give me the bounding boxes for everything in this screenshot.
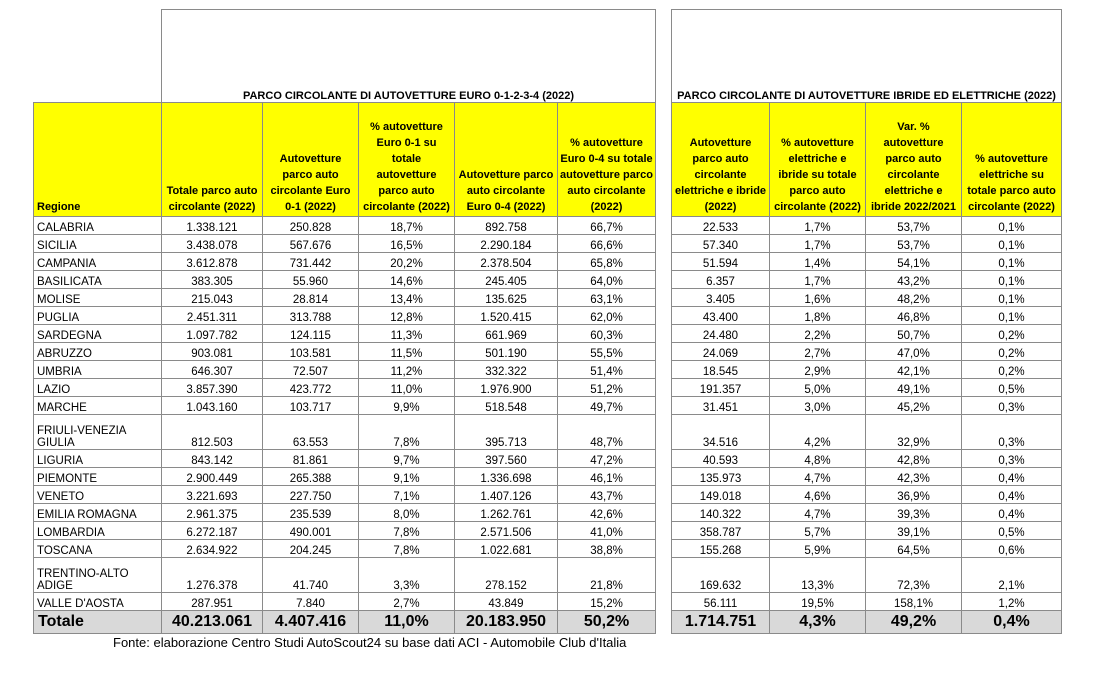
- table-cell: 19,5%: [770, 593, 866, 611]
- table-cell: 397.560: [455, 450, 558, 468]
- region-cell: MARCHE: [34, 397, 162, 415]
- table-cell: 45,2%: [866, 397, 962, 415]
- region-cell: VENETO: [34, 486, 162, 504]
- table-cell: 3.405: [672, 289, 770, 307]
- region-cell: PUGLIA: [34, 307, 162, 325]
- region-cell: CAMPANIA: [34, 253, 162, 271]
- table-cell: 39,1%: [866, 522, 962, 540]
- table-cell: 0,4%: [962, 504, 1062, 522]
- table-cell: 1,2%: [962, 593, 1062, 611]
- table-cell: 1.336.698: [455, 468, 558, 486]
- table-cell: 38,8%: [558, 540, 656, 558]
- left-header-row: [34, 103, 656, 217]
- table-cell: 3.438.078: [162, 235, 263, 253]
- table-cell: 215.043: [162, 289, 263, 307]
- region-cell: EMILIA ROMAGNA: [34, 504, 162, 522]
- table-cell: 42,8%: [866, 450, 962, 468]
- table-cell: 490.001: [263, 522, 359, 540]
- region-cell: TRENTINO-ALTO ADIGE: [34, 558, 162, 593]
- table-row: [672, 217, 1062, 235]
- table-cell: 2.900.449: [162, 468, 263, 486]
- table-cell: 250.828: [263, 217, 359, 235]
- table-cell: 72,3%: [866, 558, 962, 593]
- table-cell: 53,7%: [866, 235, 962, 253]
- table-row: [34, 558, 656, 593]
- table-cell: 11,0%: [359, 379, 455, 397]
- table-cell: 227.750: [263, 486, 359, 504]
- table-cell: 2,7%: [359, 593, 455, 611]
- table-cell: 43.849: [455, 593, 558, 611]
- table-row: [34, 271, 656, 289]
- table-cell: 1.407.126: [455, 486, 558, 504]
- table-cell: 731.442: [263, 253, 359, 271]
- table-cell: 2.961.375: [162, 504, 263, 522]
- table-cell: 55,5%: [558, 343, 656, 361]
- table-cell: 235.539: [263, 504, 359, 522]
- table-row: [34, 325, 656, 343]
- table-cell: 43.400: [672, 307, 770, 325]
- table-row: [34, 450, 656, 468]
- table-cell: 903.081: [162, 343, 263, 361]
- table-cell: 812.503: [162, 415, 263, 450]
- region-cell: SICILIA: [34, 235, 162, 253]
- region-cell: LAZIO: [34, 379, 162, 397]
- table-row: [34, 468, 656, 486]
- table-cell: 0,1%: [962, 307, 1062, 325]
- header-pct-euro-0-1: % autovetture Euro 0-1 su totale autovetture parco auto circolante (2022): [359, 103, 455, 217]
- table-row: [34, 343, 656, 361]
- table-cell: 40.593: [672, 450, 770, 468]
- table-cell: 5,9%: [770, 540, 866, 558]
- table-row: [672, 253, 1062, 271]
- table-cell: 1,7%: [770, 235, 866, 253]
- table-cell: 1.276.378: [162, 558, 263, 593]
- table-cell: 2,9%: [770, 361, 866, 379]
- table-cell: 155.268: [672, 540, 770, 558]
- hybrid-electric-table: [671, 9, 1062, 634]
- region-cell: MOLISE: [34, 289, 162, 307]
- table-cell: 66,6%: [558, 235, 656, 253]
- table-cell: 64,0%: [558, 271, 656, 289]
- table-cell: 9,1%: [359, 468, 455, 486]
- table-cell: 4,7%: [770, 468, 866, 486]
- right-header-row: [672, 103, 1062, 217]
- table-row: [672, 379, 1062, 397]
- table-row: [672, 271, 1062, 289]
- table-row: [672, 361, 1062, 379]
- source-note: Fonte: elaborazione Centro Studi AutoScout24 su base dati ACI - Automobile Club d'Italia: [113, 635, 627, 650]
- table-cell: 661.969: [455, 325, 558, 343]
- table-cell: 43,2%: [866, 271, 962, 289]
- table-cell: 7.840: [263, 593, 359, 611]
- total-row: [672, 611, 1062, 634]
- region-cell: ABRUZZO: [34, 343, 162, 361]
- corner-blank: [34, 10, 162, 103]
- table-cell: 358.787: [672, 522, 770, 540]
- table-cell: 1.520.415: [455, 307, 558, 325]
- table-cell: 191.357: [672, 379, 770, 397]
- table-cell: 53,7%: [866, 217, 962, 235]
- table-cell: 2,7%: [770, 343, 866, 361]
- header-totale-parco: Totale parco auto circolante (2022): [162, 103, 263, 217]
- table-cell: 5,7%: [770, 522, 866, 540]
- table-row: [34, 540, 656, 558]
- table-cell: 0,5%: [962, 379, 1062, 397]
- table-cell: 0,2%: [962, 325, 1062, 343]
- table-cell: 11,2%: [359, 361, 455, 379]
- table-cell: 287.951: [162, 593, 263, 611]
- table-cell: 55.960: [263, 271, 359, 289]
- table-row: [34, 361, 656, 379]
- region-cell: FRIULI-VENEZIA GIULIA: [34, 415, 162, 450]
- table-cell: 42,1%: [866, 361, 962, 379]
- table-cell: 32,9%: [866, 415, 962, 450]
- table-row: [34, 289, 656, 307]
- table-cell: 49,7%: [558, 397, 656, 415]
- table-cell: 24.069: [672, 343, 770, 361]
- table-row: [34, 522, 656, 540]
- header-regione: Regione: [34, 103, 162, 217]
- table-row: [34, 307, 656, 325]
- table-cell: 3,0%: [770, 397, 866, 415]
- total-cell: 40.213.061: [162, 611, 263, 634]
- table-cell: 2.290.184: [455, 235, 558, 253]
- table-cell: 0,4%: [962, 468, 1062, 486]
- table-cell: 41,0%: [558, 522, 656, 540]
- table-cell: 21,8%: [558, 558, 656, 593]
- table-cell: 2,2%: [770, 325, 866, 343]
- table-row: [34, 397, 656, 415]
- table-cell: 843.142: [162, 450, 263, 468]
- table-cell: 1.043.160: [162, 397, 263, 415]
- table-cell: 36,9%: [866, 486, 962, 504]
- table-cell: 16,5%: [359, 235, 455, 253]
- header-pct-elettriche-ibride: % autovetture elettriche e ibride su totale parco auto circolante (2022): [770, 103, 866, 217]
- table-cell: 5,0%: [770, 379, 866, 397]
- table-row: [34, 486, 656, 504]
- table-cell: 0,6%: [962, 540, 1062, 558]
- table-cell: 3,3%: [359, 558, 455, 593]
- table-cell: 4,8%: [770, 450, 866, 468]
- total-cell: 49,2%: [866, 611, 962, 634]
- table-cell: 0,3%: [962, 397, 1062, 415]
- table-cell: 0,5%: [962, 522, 1062, 540]
- left-table-title: PARCO CIRCOLANTE DI AUTOVETTURE EURO 0-1-2-3-4 (2022): [162, 10, 656, 103]
- table-cell: 9,7%: [359, 450, 455, 468]
- table-cell: 64,5%: [866, 540, 962, 558]
- table-cell: 395.713: [455, 415, 558, 450]
- table-cell: 14,6%: [359, 271, 455, 289]
- table-cell: 15,2%: [558, 593, 656, 611]
- table-row: [672, 325, 1062, 343]
- header-var-pct: Var. % autovetture parco auto circolante elettriche e ibride 2022/2021: [866, 103, 962, 217]
- table-cell: 0,1%: [962, 235, 1062, 253]
- table-cell: 66,7%: [558, 217, 656, 235]
- table-cell: 62,0%: [558, 307, 656, 325]
- table-cell: 9,9%: [359, 397, 455, 415]
- table-cell: 0,1%: [962, 217, 1062, 235]
- table-cell: 1,7%: [770, 271, 866, 289]
- table-row: [672, 593, 1062, 611]
- euro-fleet-table: [33, 9, 656, 634]
- header-euro-0-1: Autovetture parco auto circolante Euro 0-1 (2022): [263, 103, 359, 217]
- header-pct-elettriche: % autovetture elettriche su totale parco auto circolante (2022): [962, 103, 1062, 217]
- table-cell: 54,1%: [866, 253, 962, 271]
- region-cell: SARDEGNA: [34, 325, 162, 343]
- table-cell: 8,0%: [359, 504, 455, 522]
- table-cell: 2.451.311: [162, 307, 263, 325]
- table-cell: 1,8%: [770, 307, 866, 325]
- table-cell: 72.507: [263, 361, 359, 379]
- table-row: [34, 593, 656, 611]
- table-cell: 4,7%: [770, 504, 866, 522]
- table-cell: 31.451: [672, 397, 770, 415]
- table-cell: 81.861: [263, 450, 359, 468]
- region-cell: LIGURIA: [34, 450, 162, 468]
- table-row: [34, 235, 656, 253]
- table-cell: 892.758: [455, 217, 558, 235]
- table-cell: 49,1%: [866, 379, 962, 397]
- table-row: [672, 522, 1062, 540]
- table-cell: 12,8%: [359, 307, 455, 325]
- table-cell: 42,6%: [558, 504, 656, 522]
- table-cell: 7,8%: [359, 415, 455, 450]
- region-cell: BASILICATA: [34, 271, 162, 289]
- table-row: [672, 415, 1062, 450]
- table-cell: 245.405: [455, 271, 558, 289]
- table-cell: 0,3%: [962, 450, 1062, 468]
- table-cell: 65,8%: [558, 253, 656, 271]
- table-cell: 7,8%: [359, 522, 455, 540]
- total-cell: 4,3%: [770, 611, 866, 634]
- table-cell: 1.097.782: [162, 325, 263, 343]
- header-pct-euro-0-4: % autovetture Euro 0-4 su totale autovetture parco auto circolante (2022): [558, 103, 656, 217]
- table-cell: 646.307: [162, 361, 263, 379]
- header-elettriche-ibride: Autovetture parco auto circolante elettriche e ibride (2022): [672, 103, 770, 217]
- table-cell: 0,1%: [962, 289, 1062, 307]
- table-cell: 56.111: [672, 593, 770, 611]
- table-cell: 103.581: [263, 343, 359, 361]
- table-cell: 47,2%: [558, 450, 656, 468]
- table-cell: 0,1%: [962, 253, 1062, 271]
- table-cell: 6.272.187: [162, 522, 263, 540]
- table-cell: 3.221.693: [162, 486, 263, 504]
- total-row: [34, 611, 656, 634]
- table-cell: 1.262.761: [455, 504, 558, 522]
- table-cell: 63,1%: [558, 289, 656, 307]
- table-cell: 42,3%: [866, 468, 962, 486]
- table-cell: 204.245: [263, 540, 359, 558]
- table-row: [672, 289, 1062, 307]
- table-cell: 39,3%: [866, 504, 962, 522]
- table-row: [34, 217, 656, 235]
- table-cell: 1,6%: [770, 289, 866, 307]
- table-cell: 0,2%: [962, 361, 1062, 379]
- region-cell: PIEMONTE: [34, 468, 162, 486]
- table-cell: 60,3%: [558, 325, 656, 343]
- table-cell: 47,0%: [866, 343, 962, 361]
- table-cell: 140.322: [672, 504, 770, 522]
- table-cell: 1.338.121: [162, 217, 263, 235]
- table-row: [672, 397, 1062, 415]
- total-cell: 0,4%: [962, 611, 1062, 634]
- table-cell: 2,1%: [962, 558, 1062, 593]
- table-row: [34, 379, 656, 397]
- table-cell: 2.634.922: [162, 540, 263, 558]
- table-cell: 22.533: [672, 217, 770, 235]
- table-cell: 48,2%: [866, 289, 962, 307]
- table-cell: 7,1%: [359, 486, 455, 504]
- table-cell: 265.388: [263, 468, 359, 486]
- region-cell: VALLE D'AOSTA: [34, 593, 162, 611]
- table-cell: 124.115: [263, 325, 359, 343]
- table-cell: 24.480: [672, 325, 770, 343]
- table-cell: 51,2%: [558, 379, 656, 397]
- region-cell: UMBRIA: [34, 361, 162, 379]
- table-cell: 51.594: [672, 253, 770, 271]
- table-cell: 2.378.504: [455, 253, 558, 271]
- table-cell: 0,3%: [962, 415, 1062, 450]
- table-cell: 383.305: [162, 271, 263, 289]
- table-row: [672, 540, 1062, 558]
- table-row: [34, 504, 656, 522]
- region-cell: TOSCANA: [34, 540, 162, 558]
- total-label: Totale: [34, 611, 162, 634]
- table-cell: 1.022.681: [455, 540, 558, 558]
- table-cell: 6.357: [672, 271, 770, 289]
- table-row: [34, 253, 656, 271]
- region-cell: LOMBARDIA: [34, 522, 162, 540]
- total-cell: 50,2%: [558, 611, 656, 634]
- table-cell: 423.772: [263, 379, 359, 397]
- table-row: [672, 504, 1062, 522]
- table-cell: 18,7%: [359, 217, 455, 235]
- table-cell: 28.814: [263, 289, 359, 307]
- table-row: [672, 450, 1062, 468]
- table-cell: 57.340: [672, 235, 770, 253]
- right-table-title: PARCO CIRCOLANTE DI AUTOVETTURE IBRIDE ED ELETTRICHE (2022): [672, 10, 1062, 103]
- table-cell: 4,2%: [770, 415, 866, 450]
- table-row: [672, 235, 1062, 253]
- table-cell: 43,7%: [558, 486, 656, 504]
- table-cell: 135.973: [672, 468, 770, 486]
- table-cell: 332.322: [455, 361, 558, 379]
- table-cell: 518.548: [455, 397, 558, 415]
- table-cell: 13,4%: [359, 289, 455, 307]
- table-cell: 501.190: [455, 343, 558, 361]
- total-cell: 11,0%: [359, 611, 455, 634]
- table-row: [672, 486, 1062, 504]
- table-cell: 48,7%: [558, 415, 656, 450]
- table-cell: 3.612.878: [162, 253, 263, 271]
- table-cell: 11,5%: [359, 343, 455, 361]
- table-cell: 158,1%: [866, 593, 962, 611]
- total-cell: 4.407.416: [263, 611, 359, 634]
- table-cell: 46,8%: [866, 307, 962, 325]
- table-cell: 51,4%: [558, 361, 656, 379]
- table-cell: 11,3%: [359, 325, 455, 343]
- table-cell: 7,8%: [359, 540, 455, 558]
- table-cell: 135.625: [455, 289, 558, 307]
- table-cell: 2.571.506: [455, 522, 558, 540]
- table-cell: 63.553: [263, 415, 359, 450]
- table-cell: 18.545: [672, 361, 770, 379]
- table-cell: 149.018: [672, 486, 770, 504]
- table-cell: 1,7%: [770, 217, 866, 235]
- table-cell: 41.740: [263, 558, 359, 593]
- table-cell: 46,1%: [558, 468, 656, 486]
- table-cell: 313.788: [263, 307, 359, 325]
- table-row: [672, 343, 1062, 361]
- table-cell: 278.152: [455, 558, 558, 593]
- table-cell: 4,6%: [770, 486, 866, 504]
- region-cell: CALABRIA: [34, 217, 162, 235]
- table-cell: 13,3%: [770, 558, 866, 593]
- table-cell: 0,4%: [962, 486, 1062, 504]
- table-cell: 3.857.390: [162, 379, 263, 397]
- total-cell: 1.714.751: [672, 611, 770, 634]
- table-cell: 20,2%: [359, 253, 455, 271]
- table-row: [672, 558, 1062, 593]
- table-cell: 1.976.900: [455, 379, 558, 397]
- table-cell: 0,1%: [962, 271, 1062, 289]
- table-cell: 34.516: [672, 415, 770, 450]
- table-cell: 1,4%: [770, 253, 866, 271]
- table-cell: 0,2%: [962, 343, 1062, 361]
- table-cell: 567.676: [263, 235, 359, 253]
- table-row: [34, 415, 656, 450]
- table-cell: 103.717: [263, 397, 359, 415]
- table-cell: 50,7%: [866, 325, 962, 343]
- table-cell: 169.632: [672, 558, 770, 593]
- table-row: [672, 468, 1062, 486]
- header-euro-0-4: Autovetture parco auto circolante Euro 0-4 (2022): [455, 103, 558, 217]
- total-cell: 20.183.950: [455, 611, 558, 634]
- table-row: [672, 307, 1062, 325]
